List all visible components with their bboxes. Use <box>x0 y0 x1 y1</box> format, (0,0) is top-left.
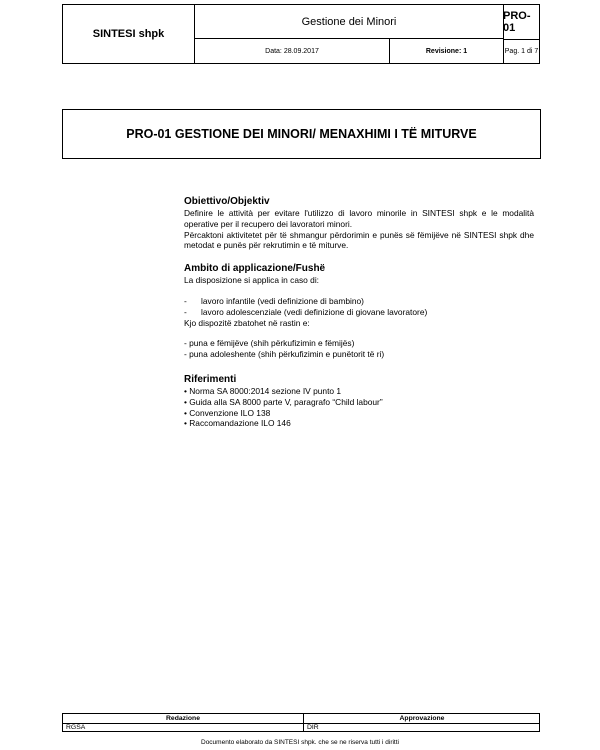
list-item: - lavoro adolescenziale (vedi definizione di giovane lavoratore) <box>184 306 428 317</box>
document-body <box>184 196 534 429</box>
page-number: Pag. 1 di 7 <box>504 47 539 55</box>
list-item: • Raccomandazione ILO 146 <box>184 418 291 429</box>
objective-paragraph-sq: Përcaktoni aktivitetet për të shmangur përdorimin e punës së fëmijëve në SINTESI shpk dhe metodat e punës për rekrutimin e të miturve. <box>184 229 534 251</box>
document-header <box>62 4 540 64</box>
list-item: • Convenzione ILO 138 <box>184 407 271 418</box>
document-code: PRO-01 <box>503 10 531 34</box>
approvazione-value: DIR <box>307 724 319 731</box>
section-heading-objective: Obiettivo/Objektiv <box>184 196 270 207</box>
list-item: - lavoro infantile (vedi definizione di bambino) <box>184 295 364 306</box>
page-title: PRO-01 GESTIONE DEI MINORI/ MENAXHIMI I TË MITURVE <box>62 109 541 159</box>
header-title: Gestione dei Minori <box>195 5 503 39</box>
redazione-label: Redazione <box>166 715 200 722</box>
approvazione-label: Approvazione <box>399 715 445 722</box>
company-name: SINTESI shpk <box>63 5 195 63</box>
redazione-value: RGSA <box>66 724 86 731</box>
scope-intro-it: La disposizione si applica in caso di: <box>184 275 320 286</box>
list-item: - puna adoleshente (shih përkufizimin e punëtorit të ri) <box>184 349 385 360</box>
scope-intro-sq: Kjo dispozitë zbatohet në rastin e: <box>184 317 310 328</box>
document-revision: Revisione: 1 <box>425 47 468 55</box>
list-item: - puna e fëmijëve (shih përkufizimin e fëmijës) <box>184 338 355 349</box>
section-heading-references: Riferimenti <box>184 373 237 385</box>
list-item: • Norma SA 8000:2014 sezione IV punto 1 <box>184 385 342 396</box>
objective-paragraph-it: Definire le attività per evitare l'utilizzo di lavoro minorile in SINTESI shpk e le modalità operative per il recupero dei lavoratori minori. <box>184 208 534 229</box>
document-date: Data: 28.09.2017 <box>265 47 319 55</box>
approval-table <box>62 713 540 732</box>
list-item: • Guida alla SA 8000 parte V, paragrafo “Child labour” <box>184 396 383 407</box>
footer-disclaimer: Documento elaborato da SINTESI shpk. che se ne riserva tutti i diritti <box>201 739 399 746</box>
section-heading-scope: Ambito di applicazione/Fushë <box>184 263 326 275</box>
